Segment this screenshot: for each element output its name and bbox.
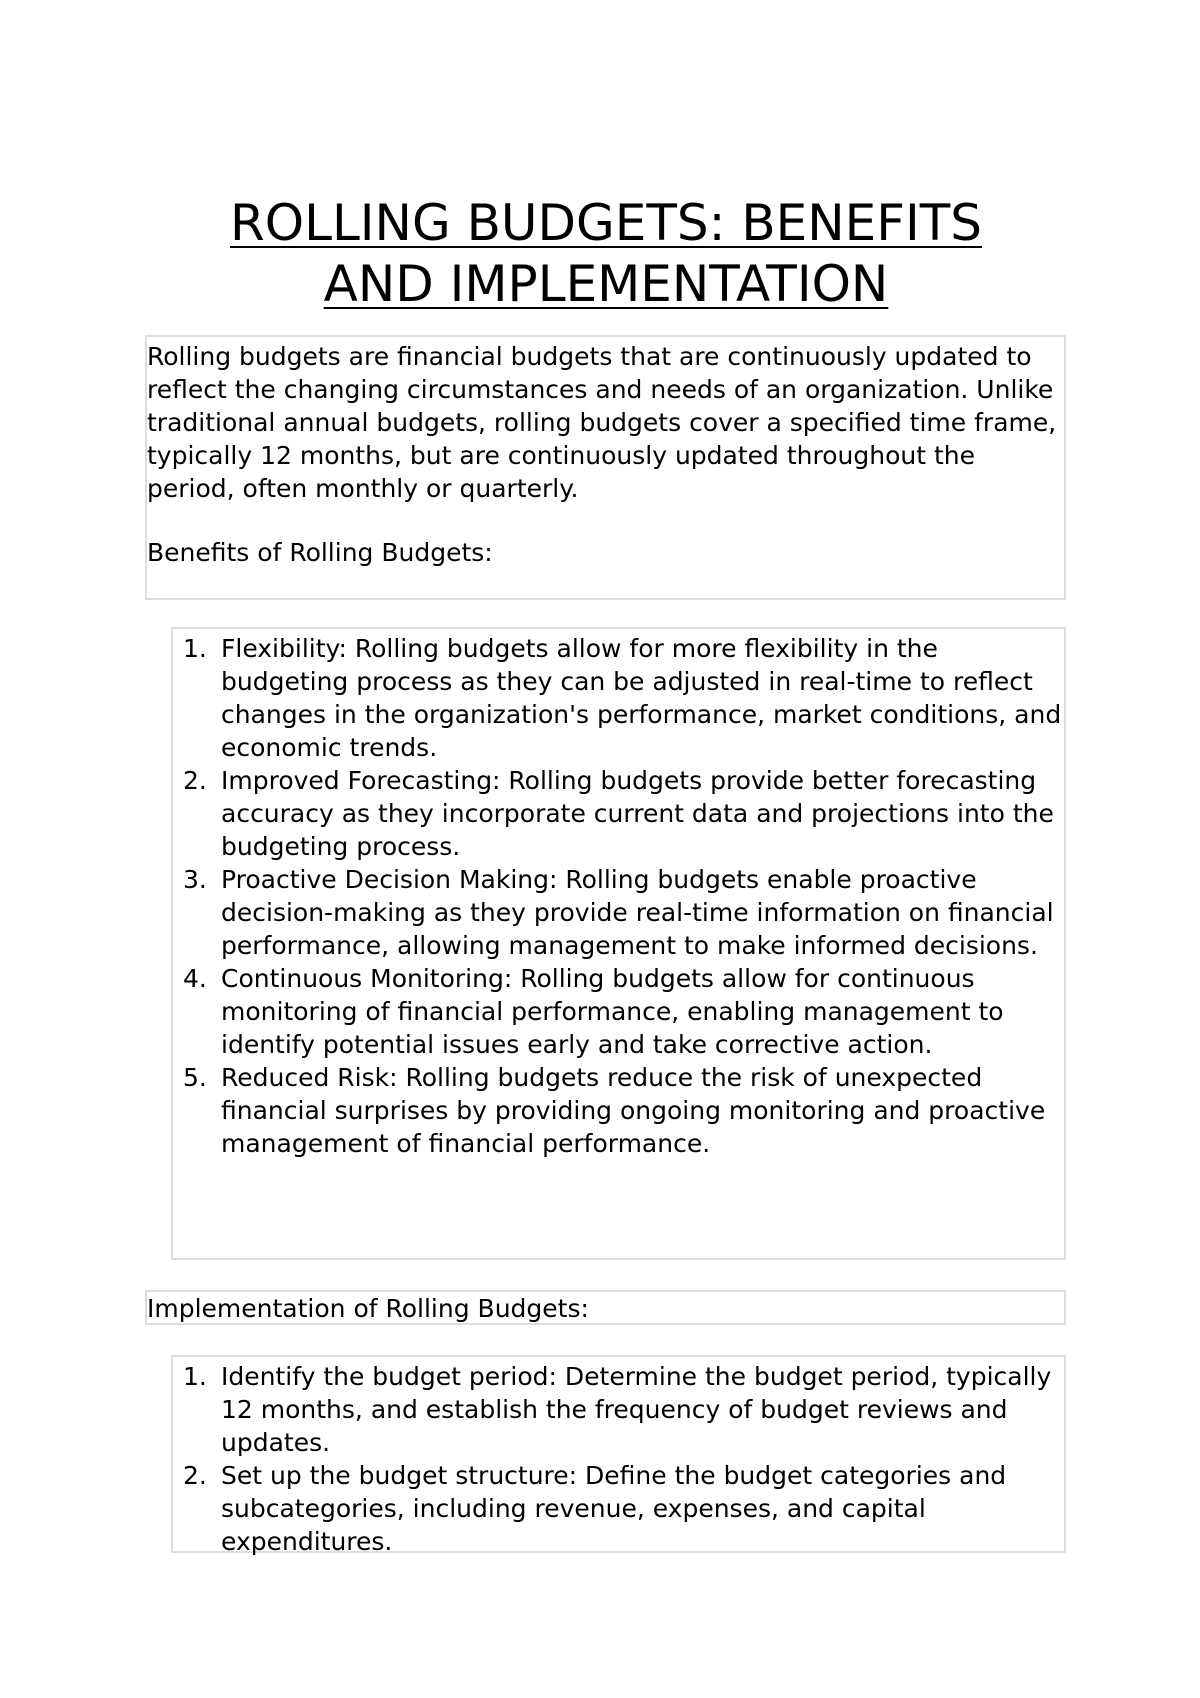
intro-paragraph: Rolling budgets are financial budgets that are continuously updated to reflect the changing circumstances and needs of an organization. Unlike traditional annual budgets, rolling budgets cover a specified time frame, typically 12 months, but are continuously updated throughout the period, often monthly or quarterly.: [147, 342, 1057, 503]
implementation-heading: Implementation of Rolling Budgets:: [147, 1294, 589, 1323]
list-item-text: Flexibility: Rolling budgets allow for more flexibility in the budgeting process as they can be adjusted in real-time to reflect changes in the organization's performance, market conditions, and economic trends.: [221, 634, 1062, 762]
list-item: [173, 863, 1064, 962]
list-item-number: 5.: [183, 1063, 207, 1092]
benefits-list: [173, 632, 1064, 1160]
list-item-number: 2.: [183, 766, 207, 795]
list-item: [173, 1360, 1064, 1459]
list-item-text: Improved Forecasting: Rolling budgets provide better forecasting accuracy as they incorporate current data and projections into the budgeting process.: [221, 766, 1054, 861]
list-item-number: 4.: [183, 964, 207, 993]
steps-list-section: [171, 1355, 1066, 1556]
benefits-heading: Benefits of Rolling Budgets:: [147, 538, 493, 567]
list-item-text: Continuous Monitoring: Rolling budgets allow for continuous monitoring of financial performance, enabling management to identify potential issues early and take corrective action.: [221, 964, 1004, 1059]
list-item-number: 3.: [183, 865, 207, 894]
steps-list: [173, 1360, 1064, 1558]
list-item-text: Set up the budget structure: Define the budget categories and subcategories, including revenue, expenses, and capital expenditures.: [221, 1461, 1007, 1556]
implementation-heading-section: [145, 1290, 1066, 1325]
list-item: [173, 632, 1064, 764]
list-item: [173, 1459, 1064, 1558]
list-item-text: Reduced Risk: Rolling budgets reduce the risk of unexpected financial surprises by providing ongoing monitoring and proactive management of financial performance.: [221, 1063, 1046, 1158]
title-line-1: ROLLING BUDGETS: BENEFITS: [229, 194, 983, 252]
list-item-text: Identify the budget period: Determine the budget period, typically 12 months, and establish the frequency of budget reviews and updates.: [221, 1362, 1052, 1457]
benefits-list-section: [171, 627, 1066, 1260]
list-item: [173, 962, 1064, 1061]
list-item: [173, 1061, 1064, 1160]
list-item-text: Proactive Decision Making: Rolling budgets enable proactive decision-making as they provide real-time information on financial performance, allowing management to make informed decisions.: [221, 865, 1054, 960]
list-item-number: 1.: [183, 1362, 207, 1391]
intro-section: [145, 335, 1066, 600]
list-item: [173, 764, 1064, 863]
page-title: [146, 193, 1066, 315]
list-item-number: 2.: [183, 1461, 207, 1490]
title-line-2: AND IMPLEMENTATION: [323, 255, 889, 313]
list-item-number: 1.: [183, 634, 207, 663]
